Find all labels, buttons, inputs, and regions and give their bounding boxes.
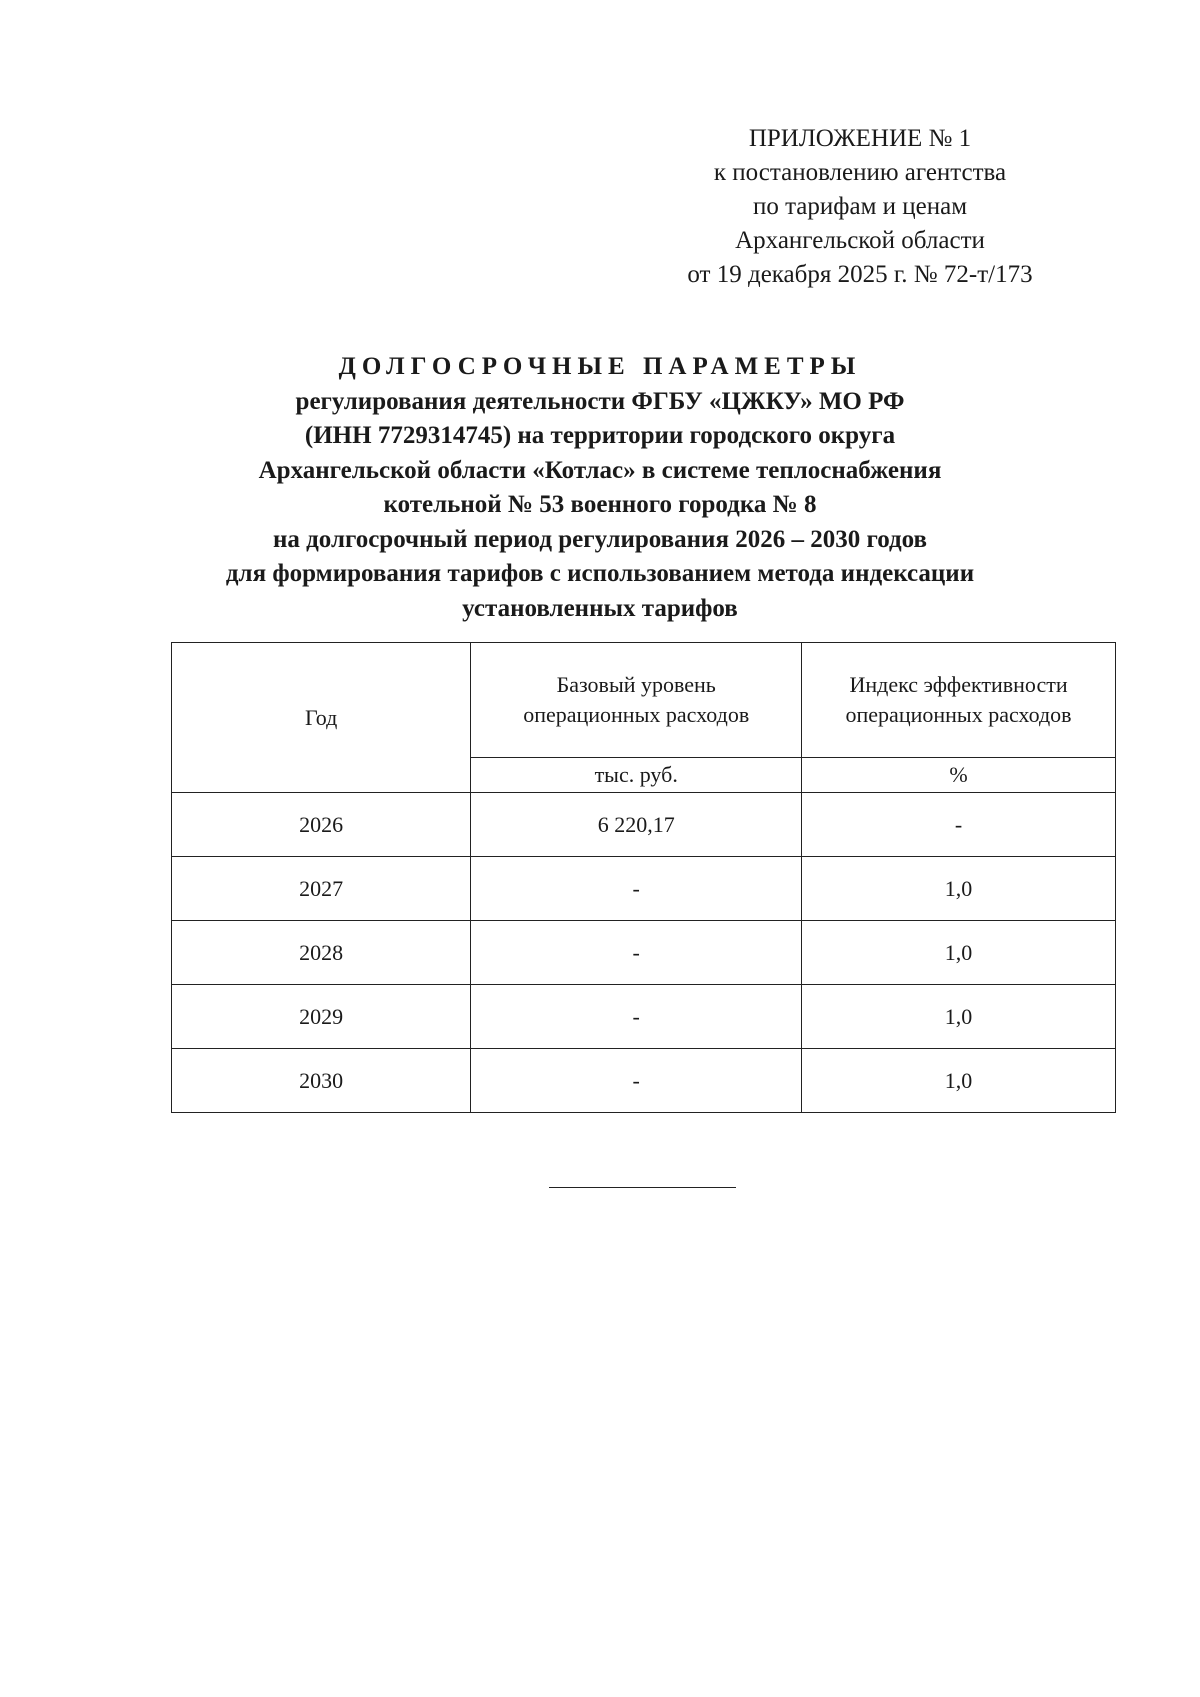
cell-year: 2026 <box>172 793 471 857</box>
cell-year: 2030 <box>172 1049 471 1113</box>
table-header-row <box>172 643 1116 758</box>
cell-base: 6 220,17 <box>471 793 802 857</box>
title-line: установленных тарифов <box>462 594 738 622</box>
title-line: для формирования тарифов с использованием метода индексации <box>225 560 975 587</box>
cell-base: - <box>471 1049 802 1113</box>
appendix-block <box>640 122 1080 292</box>
header-efficiency-index <box>802 643 1116 758</box>
header-base-line: операционных расходов <box>523 702 750 727</box>
appendix-line: к постановлению агентства <box>713 159 1007 186</box>
cell-index: - <box>802 793 1116 857</box>
parameters-table <box>171 642 1116 1113</box>
unit-index: % <box>802 758 1116 793</box>
title-line: (ИНН 7729314745) на территории городского округа <box>304 422 896 449</box>
cell-year: 2029 <box>172 985 471 1049</box>
header-year: Год <box>172 643 471 793</box>
header-index-line: операционных расходов <box>845 702 1072 727</box>
cell-index: 1,0 <box>802 921 1116 985</box>
cell-index: 1,0 <box>802 985 1116 1049</box>
table-row <box>172 793 1116 857</box>
title-line: Архангельской области «Котлас» в системе теплоснабжения <box>258 456 942 484</box>
header-index-line: Индекс эффективности <box>849 672 1068 697</box>
appendix-number: ПРИЛОЖЕНИЕ № 1 <box>748 125 972 152</box>
cell-index: 1,0 <box>802 857 1116 921</box>
title-line: на долгосрочный период регулирования 2026 – 2030 годов <box>272 525 928 553</box>
title-line: регулирования деятельности ФГБУ «ЦЖКУ» МО РФ <box>295 387 905 415</box>
header-base-line: Базовый уровень <box>556 672 716 697</box>
cell-base: - <box>471 921 802 985</box>
unit-base: тыс. руб. <box>471 758 802 793</box>
end-of-document-line <box>549 1187 736 1188</box>
cell-index: 1,0 <box>802 1049 1116 1113</box>
appendix-line: по тарифам и ценам <box>752 193 968 220</box>
table-row <box>172 857 1116 921</box>
cell-year: 2027 <box>172 857 471 921</box>
appendix-date: от 19 декабря 2025 г. № 72-т/173 <box>687 261 1033 288</box>
appendix-line: Архангельской области <box>735 227 985 254</box>
table-row <box>172 985 1116 1049</box>
table-row <box>172 1049 1116 1113</box>
cell-base: - <box>471 985 802 1049</box>
title-line: котельной № 53 военного городка № 8 <box>383 491 817 518</box>
cell-year: 2028 <box>172 921 471 985</box>
header-base-level <box>471 643 802 758</box>
document-title-block <box>150 350 1050 626</box>
cell-base: - <box>471 857 802 921</box>
table-row <box>172 921 1116 985</box>
document-title: ДОЛГОСРОЧНЫЕ ПАРАМЕТРЫ <box>338 353 862 380</box>
